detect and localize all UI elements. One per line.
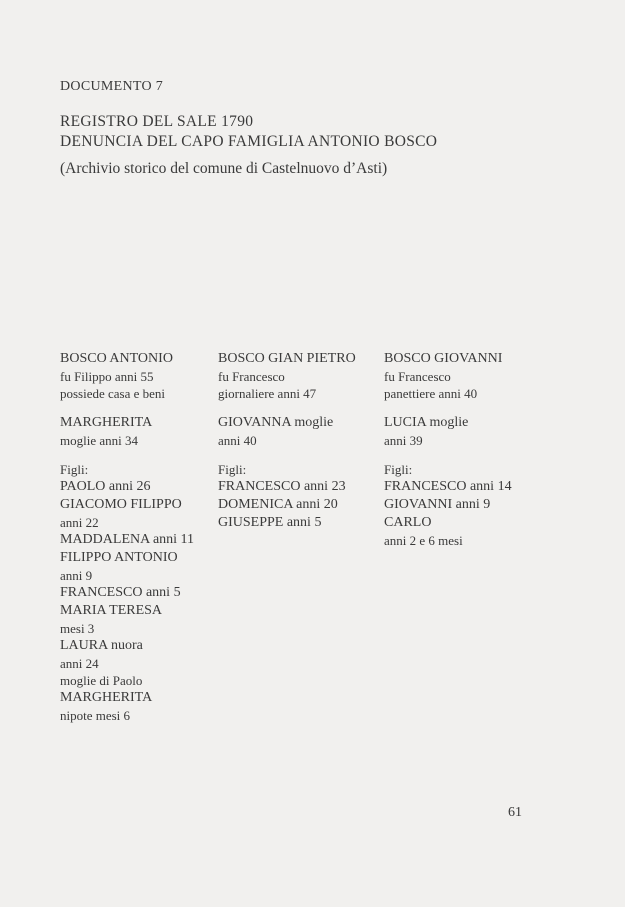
children-list bbox=[60, 478, 220, 724]
family-column bbox=[60, 350, 220, 724]
spacer bbox=[60, 402, 220, 414]
child-entry: GIOVANNI anni 9 bbox=[384, 497, 491, 512]
head-father: fu Filippo anni 55 bbox=[60, 369, 154, 384]
child-entry: GIUSEPPE anni 5 bbox=[218, 515, 322, 530]
child-entry: GIACOMO FILIPPO bbox=[60, 497, 182, 512]
wife-detail: anni 39 bbox=[384, 433, 423, 448]
child-entry: PAOLO anni 26 bbox=[60, 479, 151, 494]
spacer bbox=[384, 449, 544, 461]
child-entry: anni 9 bbox=[60, 568, 93, 583]
child-entry: LAURA nuora bbox=[60, 638, 143, 653]
child-entry: moglie di Paolo bbox=[60, 673, 143, 688]
child-entry: FRANCESCO anni 5 bbox=[60, 585, 181, 600]
family-column bbox=[384, 350, 544, 549]
child-entry: MARIA TERESA bbox=[60, 603, 163, 618]
head-name: BOSCO GIAN PIETRO bbox=[218, 351, 356, 366]
wife-name: LUCIA moglie bbox=[384, 415, 469, 430]
head-note: giornaliere anni 47 bbox=[218, 386, 317, 401]
child-entry: FRANCESCO anni 23 bbox=[218, 479, 346, 494]
child-entry: anni 24 bbox=[60, 656, 99, 671]
spacer bbox=[218, 402, 378, 414]
wife-name: GIOVANNA moglie bbox=[218, 415, 334, 430]
spacer bbox=[218, 449, 378, 461]
source-note: (Archivio storico del comune di Castelnuovo d’Asti) bbox=[60, 160, 388, 177]
children-list bbox=[218, 478, 378, 532]
head-note: panettiere anni 40 bbox=[384, 386, 478, 401]
wife-detail: moglie anni 34 bbox=[60, 433, 138, 448]
child-entry: CARLO bbox=[384, 515, 432, 530]
child-entry: nipote mesi 6 bbox=[60, 708, 131, 723]
title-line-2: DENUNCIA DEL CAPO FAMIGLIA ANTONIO BOSCO bbox=[60, 133, 438, 150]
wife-detail: anni 40 bbox=[218, 433, 257, 448]
page-number: 61 bbox=[508, 805, 522, 820]
child-entry: FRANCESCO anni 14 bbox=[384, 479, 512, 494]
document-label: DOCUMENTO 7 bbox=[60, 79, 163, 94]
child-entry: mesi 3 bbox=[60, 621, 95, 636]
child-entry: MADDALENA anni 11 bbox=[60, 532, 195, 547]
child-entry: anni 2 e 6 mesi bbox=[384, 533, 463, 548]
child-entry: MARGHERITA bbox=[60, 690, 153, 705]
wife-name: MARGHERITA bbox=[60, 415, 153, 430]
child-entry: FILIPPO ANTONIO bbox=[60, 550, 178, 565]
head-note: possiede casa e beni bbox=[60, 386, 166, 401]
head-father: fu Francesco bbox=[384, 369, 451, 384]
children-label: Figli: bbox=[384, 462, 413, 477]
title-line-1: REGISTRO DEL SALE 1790 bbox=[60, 113, 254, 130]
head-name: BOSCO GIOVANNI bbox=[384, 351, 503, 366]
spacer bbox=[60, 449, 220, 461]
spacer bbox=[384, 402, 544, 414]
child-entry: DOMENICA anni 20 bbox=[218, 497, 338, 512]
children-label: Figli: bbox=[60, 462, 89, 477]
head-name: BOSCO ANTONIO bbox=[60, 351, 173, 366]
child-entry: anni 22 bbox=[60, 515, 99, 530]
children-label: Figli: bbox=[218, 462, 247, 477]
family-column bbox=[218, 350, 378, 532]
head-father: fu Francesco bbox=[218, 369, 285, 384]
children-list bbox=[384, 478, 544, 549]
